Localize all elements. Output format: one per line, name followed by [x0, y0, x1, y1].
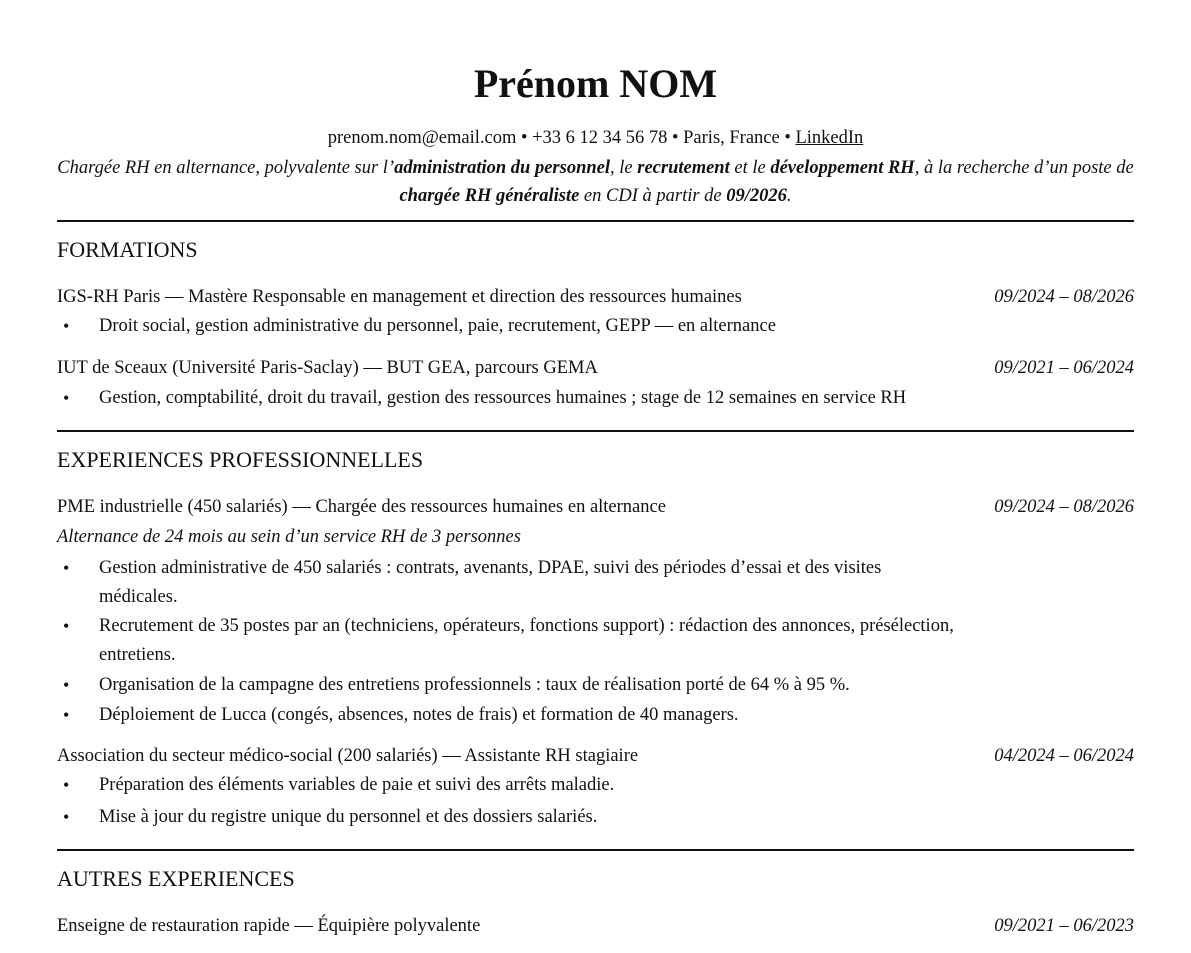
section-title-formations: FORMATIONS: [57, 237, 198, 262]
email-text: prenom.nom@email.com: [327, 128, 517, 148]
entry-date: 09/2024 – 08/2026: [994, 287, 1134, 307]
bullet-icon: •: [63, 807, 70, 827]
summary-text: .: [786, 186, 792, 206]
bullet-text: Recrutement de 35 postes par an (techniciens, opérateurs, fonctions support) : rédaction des annonces, présélection, entretiens.: [99, 616, 954, 665]
entry-date: 09/2021 – 06/2023: [994, 916, 1134, 936]
entry-subtitle: Alternance de 24 mois au sein d’un service RH de 3 personnes: [57, 527, 521, 547]
profile-summary: [57, 154, 1134, 210]
list-item: [57, 384, 1017, 413]
list-item: [57, 803, 957, 832]
separator: •: [516, 128, 533, 148]
entry-date: 04/2024 – 06/2024: [994, 746, 1134, 766]
entry-date: 09/2021 – 06/2024: [994, 358, 1134, 378]
bullet-text: Droit social, gestion administrative du personnel, paie, recrutement, GEPP — en alternance: [99, 316, 776, 336]
list-item: [57, 671, 957, 700]
section-divider: [57, 430, 1134, 432]
list-item: [57, 701, 957, 730]
entry-header: [57, 913, 1134, 939]
summary-text: Chargée RH en alternance, polyvalente sur l’: [57, 158, 395, 178]
bullet-icon: •: [63, 705, 70, 725]
bullet-text: Déploiement de Lucca (congés, absences, notes de frais) et formation de 40 managers.: [99, 705, 739, 725]
bullet-icon: •: [63, 675, 70, 695]
summary-highlight: développement RH: [770, 158, 915, 178]
section-title-experiences: EXPERIENCES PROFESSIONNELLES: [57, 447, 424, 472]
list-item: [57, 612, 957, 670]
bullet-icon: •: [63, 558, 70, 578]
contact-line: [57, 126, 1134, 150]
bullet-icon: •: [63, 316, 70, 336]
entry-title: IGS-RH Paris — Mastère Responsable en management et direction des ressources humaines: [57, 287, 742, 307]
phone-text: +33 6 12 34 56 78: [532, 128, 668, 148]
section-divider: [57, 220, 1134, 222]
linkedin-link[interactable]: LinkedIn: [795, 128, 864, 148]
list-item: [57, 312, 957, 341]
entry-header: [57, 355, 1134, 381]
list-item: [57, 554, 957, 612]
entry-title: Association du secteur médico-social (200 salariés) — Assistante RH stagiaire: [57, 746, 639, 766]
summary-highlight: administration du personnel: [394, 158, 611, 178]
bullet-text: Gestion, comptabilité, droit du travail, gestion des ressources humaines ; stage de 12 semaines en service RH: [99, 388, 907, 408]
bullet-icon: •: [63, 388, 70, 408]
summary-highlight: 09/2026: [726, 186, 787, 206]
summary-highlight: recrutement: [637, 158, 730, 178]
bullet-icon: •: [63, 775, 70, 795]
separator: •: [779, 128, 796, 148]
list-item: [57, 771, 957, 800]
entry-title: Enseigne de restauration rapide — Équipière polyvalente: [57, 916, 481, 936]
entry-header: [57, 494, 1134, 520]
summary-text: , à la recherche d’un poste de: [914, 158, 1134, 178]
summary-text: en CDI à partir de: [579, 186, 727, 206]
candidate-name: Prénom NOM: [473, 61, 718, 106]
bullet-text: Préparation des éléments variables de paie et suivi des arrêts maladie.: [99, 775, 615, 795]
entry-title: PME industrielle (450 salariés) — Chargée des ressources humaines en alternance: [57, 497, 666, 517]
bullet-text: Mise à jour du registre unique du personnel et des dossiers salariés.: [99, 807, 598, 827]
entry-date: 09/2024 – 08/2026: [994, 497, 1134, 517]
bullet-text: Organisation de la campagne des entretiens professionnels : taux de réalisation porté de 64 % à 95 %.: [99, 675, 850, 695]
bullet-icon: •: [63, 616, 70, 636]
bullet-text: Gestion administrative de 450 salariés : contrats, avenants, DPAE, suivi des périodes d’essai et des visites médicales.: [99, 558, 882, 607]
location-text: Paris, France: [683, 128, 780, 148]
section-divider: [57, 849, 1134, 851]
separator: •: [667, 128, 684, 148]
entry-header: [57, 284, 1134, 310]
entry-header: [57, 743, 1134, 769]
summary-text: , le: [610, 158, 638, 178]
summary-highlight: chargée RH généraliste: [399, 186, 580, 206]
section-title-autres: AUTRES EXPERIENCES: [57, 866, 295, 891]
entry-title: IUT de Sceaux (Université Paris-Saclay) — BUT GEA, parcours GEMA: [57, 358, 598, 378]
summary-text: et le: [729, 158, 771, 178]
